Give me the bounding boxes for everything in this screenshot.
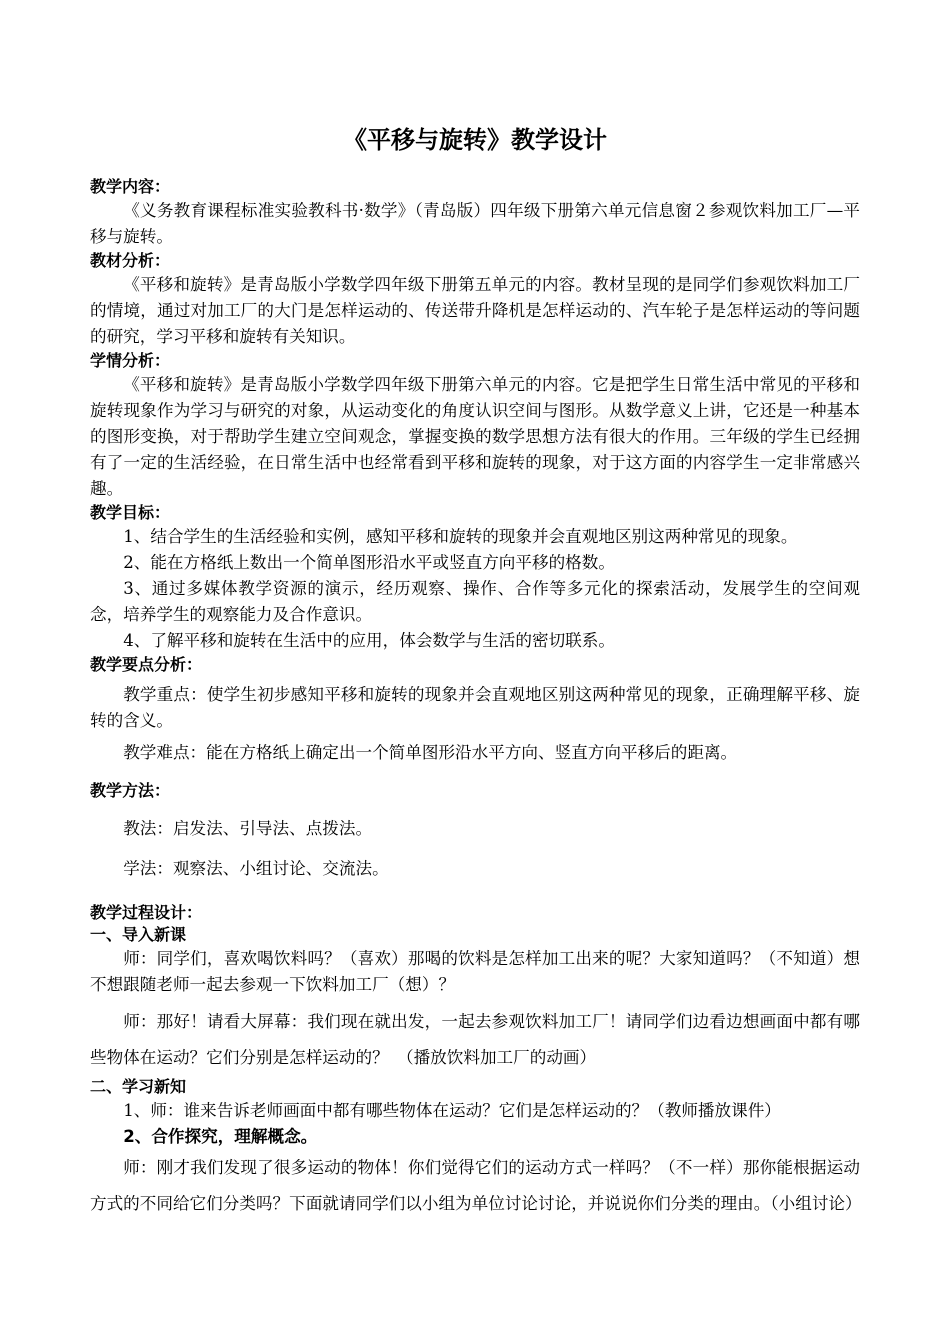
content-paragraph: 《义务教育课程标准实验教科书·数学》（青岛版）四年级下册第六单元信息窗２参观饮料加工厂—平移与旋转。	[90, 201, 860, 246]
keypoint-focus: 教学重点：使学生初步感知平移和旋转的现象并会直观地区别这两种常见的现象，正确理解平移、旋转的含义。	[90, 685, 860, 730]
process-part1-paragraph-2: 师：那好！请看大屏幕：我们现在就出发，一起去参观饮料加工厂！请同学们边看边想画面中都有哪些物体在运动？它们分别是怎样运动的？ （播放饮料加工厂的动画）	[90, 1012, 860, 1067]
document-title: 《平移与旋转》教学设计	[343, 126, 607, 154]
section-heading-keypoints: 教学要点分析：	[90, 655, 203, 674]
goal-item-3: 3、通过多媒体教学资源的演示，经历观察、操作、合作等多元化的探索活动，发展学生的空间观念，培养学生的观察能力及合作意识。	[90, 579, 860, 624]
goal-item-2: 2、能在方格纸上数出一个简单图形沿水平或竖直方向平移的格数。	[123, 553, 615, 572]
process-part2-paragraph-3: 师：刚才我们发现了很多运动的物体！你们觉得它们的运动方式一样吗？（不一样）那你能根据运动方式的不同给它们分类吗？下面就请同学们以小组为单位讨论讨论，并说说你们分类的理由。（小组讨论）	[90, 1158, 862, 1213]
section-heading-students: 学情分析：	[90, 351, 171, 370]
process-part2-paragraph-1: 1、师：谁来告诉老师画面中都有哪些物体在运动？它们是怎样运动的？（教师播放课件）	[123, 1101, 781, 1120]
process-part1-paragraph-1: 师：同学们，喜欢喝饮料吗？（喜欢）那喝的饮料是怎样加工出来的呢？大家知道吗？（不知道）想不想跟随老师一起去参观一下饮料加工厂（想）？	[90, 949, 860, 994]
section-heading-goals: 教学目标：	[90, 503, 171, 522]
process-part2-paragraph-2: 2、合作探究，理解概念。	[123, 1127, 318, 1146]
section-heading-process: 教学过程设计：	[90, 903, 203, 922]
section-heading-content: 教学内容：	[90, 177, 171, 196]
goal-item-1: 1、结合学生的生活经验和实例，感知平移和旋转的现象并会直观地区别这两种常见的现象。	[123, 527, 798, 546]
process-part1-heading: 一、导入新课	[90, 925, 187, 944]
keypoint-difficulty: 教学难点：能在方格纸上确定出一个简单图形沿水平方向、竖直方向平移后的距离。	[123, 743, 738, 762]
goal-item-4: 4、了解平移和旋转在生活中的应用，体会数学与生活的密切联系。	[123, 631, 615, 650]
section-heading-material: 教材分析：	[90, 251, 171, 270]
material-paragraph: 《平移和旋转》是青岛版小学数学四年级下册第五单元的内容。教材呈现的是同学们参观饮料加工厂的情境，通过对加工厂的大门是怎样运动的、传送带升降机是怎样运动的、汽车轮子是怎样运动的等问题的研究，学习平移和旋转有关知识。	[90, 275, 860, 346]
method-teaching: 教法：启发法、引导法、点拨法。	[123, 819, 373, 838]
method-learning: 学法：观察法、小组讨论、交流法。	[123, 859, 389, 878]
process-part2-heading: 二、学习新知	[90, 1077, 187, 1096]
document-body	[90, 176, 860, 1222]
section-heading-methods: 教学方法：	[90, 781, 171, 800]
students-paragraph: 《平移和旋转》是青岛版小学数学四年级下册第六单元的内容。它是把学生日常生活中常见的平移和旋转现象作为学习与研究的对象，从运动变化的角度认识空间与图形。从数学意义上讲，它还是一种基本的图形变换，对于帮助学生建立空间观念，掌握变换的数学思想方法有很大的作用。三年级的学生已经拥有了一定的生活经验，在日常生活中也经常看到平移和旋转的现象，对于这方面的内容学生一定非常感兴趣。	[90, 375, 860, 498]
